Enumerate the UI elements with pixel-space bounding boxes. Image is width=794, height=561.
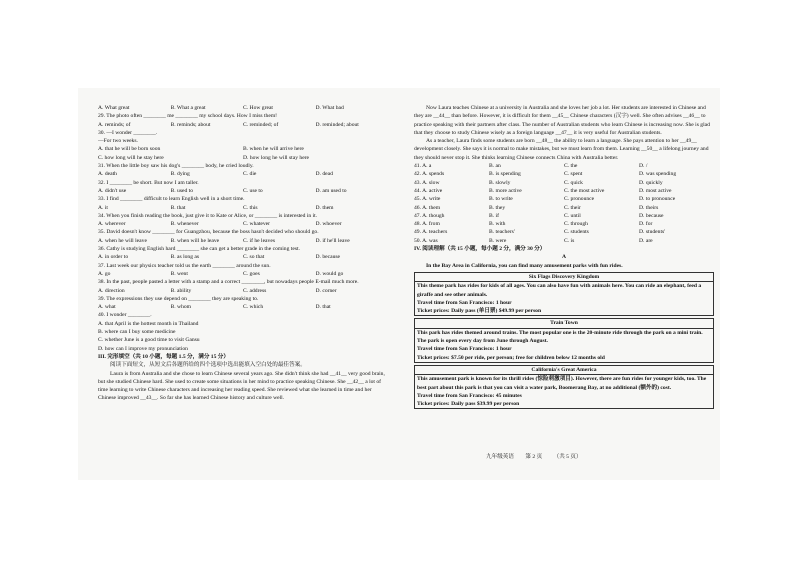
option: C. use to	[243, 187, 263, 194]
option: C. until	[564, 212, 581, 219]
option: C. die	[243, 171, 257, 178]
option: B. whom	[170, 304, 192, 311]
option: D. students'	[639, 229, 666, 236]
q33-options	[98, 204, 388, 212]
option: 47. A. though	[414, 212, 445, 219]
option: A. when he will leave	[98, 237, 147, 244]
q31-options	[98, 170, 388, 178]
option: C. this	[243, 204, 258, 211]
park-details	[415, 375, 713, 408]
option: A. that April is the hottest month in Thailand	[98, 320, 199, 327]
option: A. death	[98, 171, 117, 178]
option: B. went	[170, 270, 188, 277]
q35-options	[98, 237, 388, 245]
section-3-instruction: 阅读下面短文，从短文后各题所给的四个选项中选出能填入空白处的最佳答案。	[110, 362, 306, 369]
park-detail-line: Travel time from San Francisco: 1 hour	[417, 346, 512, 353]
question-37: 37. Last week our physics teacher told us the earth ________ around the sun.	[98, 262, 271, 269]
cloze-option-row	[414, 237, 714, 245]
option: B. ability	[170, 287, 192, 294]
option: C. students	[564, 229, 589, 236]
park-detail-line: Ticket prices: Daily pass (单日票) $49.99 per person	[417, 308, 542, 315]
option: A. reminds; of	[98, 121, 131, 128]
option: D. theirs	[639, 204, 659, 211]
left-column	[98, 104, 388, 403]
option: A. didn't use	[98, 187, 127, 194]
park-detail-line: Travel time from San Francisco: 45 minutes	[417, 392, 522, 399]
page-footer	[486, 452, 592, 460]
park-detail-line: Travel time from San Francisco: 1 hour	[417, 299, 512, 306]
option: B. to write	[489, 196, 513, 203]
option: D. if he'll leave	[315, 237, 350, 244]
option: A. direction	[98, 287, 125, 294]
option: D. reminded; about	[315, 121, 359, 128]
option: C. reminded; of	[243, 121, 279, 128]
park-detail-line: Ticket prices: $7.50 per ride, per person; free for children below 12 months old	[417, 354, 605, 361]
option: B. as long as	[170, 254, 200, 261]
question-36: 36. Cathy is studying English hard ________ she can get a better grade in the coming test.	[98, 246, 300, 253]
option: B. more active	[489, 187, 522, 194]
option: D. because	[315, 254, 341, 261]
option: C. spent	[564, 171, 583, 178]
option: B. were	[489, 237, 507, 244]
park-box	[414, 318, 714, 362]
footer-page: 第 2 页	[525, 454, 543, 460]
option: C. through	[564, 221, 588, 228]
cloze-passage-part-2: As a teacher, Laura finds some students are born __48__ the ability to learn a language. She pays attention to her __49__ development closely. She says it is normal to make mistakes, but we must learn from them. Learning __50__ a lifelong journey and they should never stop it. She thinks learning Chinese connects China with Australia better.	[414, 138, 709, 161]
option: C. which	[243, 304, 264, 311]
option: 50. A. was	[414, 237, 438, 244]
q30-options-1	[98, 145, 388, 153]
option: C. if he leaves	[243, 237, 275, 244]
option: C. whatever	[243, 221, 271, 228]
q38-options	[98, 287, 388, 295]
option: A. What great	[98, 105, 130, 111]
option: C. is	[564, 237, 575, 244]
park-details	[415, 282, 713, 315]
park-title: Train Town	[415, 319, 713, 328]
option: 45. A. write	[414, 196, 441, 203]
q28-options	[98, 104, 388, 112]
park-box	[414, 365, 714, 409]
option: C. quick	[564, 179, 583, 186]
passage-a-intro: In the Bay Area in California, you can find many amusement parks with fun rides.	[426, 262, 623, 269]
option: A. wherever	[98, 221, 126, 228]
option: D. to pronounce	[639, 196, 676, 203]
option: B. with	[489, 221, 506, 228]
option: B. whenever	[170, 221, 199, 228]
option: B. if	[489, 212, 499, 219]
park-detail-line: This amusement park is known for its thrill rides (惊险刺激项目). However, there are fun rides for younger kids, too. The best part about this park is that you can visit a water park, Boomerang Bay, at no additional (额外的) cost.	[417, 376, 707, 391]
option: B. that	[170, 204, 186, 211]
park-box	[414, 272, 714, 316]
option: D. how can I improve my pronunciation	[98, 345, 188, 352]
option: D. most active	[639, 187, 672, 194]
footer-subject: 九年级英语	[486, 454, 514, 460]
park-title: California's Great America	[415, 366, 713, 375]
option: B. What a great	[170, 105, 206, 111]
option: C. the	[564, 163, 578, 170]
park-detail-line: This park has rides themed around trains. The most popular one is the 20-minute ride through the park on a mini train. The park is open every day from June through August.	[417, 329, 703, 345]
question-30: 30. —I wonder ________.	[98, 129, 158, 136]
question-39: 39. The expressions they use depend on ________ they are speaking to.	[98, 295, 259, 302]
cloze-option-row	[414, 220, 714, 228]
option: D. that	[315, 304, 331, 311]
option: D. because	[639, 212, 664, 219]
option: D. would go	[315, 270, 344, 277]
option: B. is spending	[489, 171, 521, 178]
q34-options	[98, 220, 388, 228]
footer-total: （共 5 页）	[553, 454, 582, 460]
option: D. how long he will stay here	[243, 154, 310, 161]
cloze-passage: Laura is from Australia and she chose to learn Chinese several years ago. She didn't think she had __41__ very good brain, but she studied Chinese hard. She used to create some situations in her mind to practice speaking Chinese. She __42__ a lot of time learning to write Chinese characters and increasing her reading speed. She reviewed what she learned in time and her Chinese improved __43__. So far she has learned Chinese history and culture well.	[98, 370, 385, 402]
option: 42. A. spends	[414, 171, 445, 178]
option: A. it	[98, 204, 108, 211]
cloze-option-row	[414, 228, 714, 236]
option: B. teachers'	[489, 229, 515, 236]
option: 46. A. them	[414, 204, 441, 211]
option: 49. A. teachers	[414, 229, 448, 236]
passage-a-label: A	[561, 254, 567, 261]
question-35: 35. David doesn't know ________ for Guangzhou, because the boss hasn't decided who should go.	[98, 229, 319, 236]
option: C. so that	[243, 254, 265, 261]
option: D. am used to	[315, 187, 347, 194]
option: D. was spending	[639, 171, 677, 178]
option: C. their	[564, 204, 581, 211]
option: D. quickly	[639, 179, 663, 186]
option: B. slowly	[489, 179, 511, 186]
option: 43. A. slow	[414, 179, 440, 186]
option: B. used to	[170, 187, 194, 194]
section-4-heading: IV. 阅读理解（共 15 小题，每小题 2 分，满分 30 分）	[414, 246, 546, 253]
option: C. whether June is a good time to visit Gansu	[98, 337, 200, 344]
option: A. go	[98, 270, 111, 277]
option: B. when will he leave	[170, 237, 220, 244]
cloze-options	[414, 162, 714, 245]
q36-options	[98, 253, 388, 261]
q32-options	[98, 187, 388, 195]
park-detail-line: Ticket prices: Daily pass $39.99 per person	[417, 401, 520, 408]
cloze-option-row	[414, 212, 714, 220]
option: B. reminds; about	[170, 121, 211, 128]
option: C. pronounce	[564, 196, 595, 203]
cloze-option-row	[414, 170, 714, 178]
option: B. they	[489, 204, 506, 211]
q29-options	[98, 121, 388, 129]
exam-page	[78, 88, 720, 480]
cloze-option-row	[414, 179, 714, 187]
option: A. in order to	[98, 254, 129, 261]
right-column	[414, 104, 714, 409]
question-30-reply: —For two weeks.	[98, 138, 138, 145]
park-details	[415, 329, 713, 362]
option: 41. A. a	[414, 163, 432, 170]
option: B. when he will arrive here	[243, 146, 304, 153]
option: 44. A. active	[414, 187, 443, 194]
option: D. are	[639, 237, 653, 244]
question-40: 40. I wonder ________.	[98, 312, 152, 319]
option: D. whoever	[315, 221, 342, 228]
q39-options	[98, 303, 388, 311]
option: C. How great	[243, 105, 273, 111]
option: 48. A. from	[414, 221, 440, 228]
park-title: Six Flags Discovery Kingdom	[415, 273, 713, 282]
cloze-passage-continued: Now Laura teaches Chinese at a university in Australia and she loves her job a lot. Her students are interested in Chinese and they are __44__ than before. However, it is difficult for them __45__ Chinese characters (汉字) well. She often advises __46__ to practice speaking with their partners after class. The number of Australian students who learn Chinese is increasing now. She is glad that they choose to study Chinese wisely as a foreign language __47__ it is very useful for Australian students.	[414, 105, 710, 136]
option: C. the most active	[564, 187, 605, 194]
option: C. goes	[243, 270, 260, 277]
cloze-option-row	[414, 204, 714, 212]
cloze-option-row	[414, 162, 714, 170]
option: D. /	[639, 163, 648, 170]
question-32: 32. I ________ be short. But now I am taller.	[98, 179, 199, 186]
option: D. for	[639, 221, 653, 228]
option: C. how long will he stay here	[98, 154, 164, 161]
q37-options	[98, 270, 388, 278]
option: B. dying	[170, 171, 190, 178]
option: D. dead	[315, 171, 333, 178]
question-34: 34. When you finish reading the book, just give it to Kate or Alice, or ________ is interested in it.	[98, 212, 318, 219]
option: B. where can I buy some medicine	[98, 329, 176, 336]
question-31: 31. When the little boy saw his dog's ________ body, he cried loudly.	[98, 163, 254, 170]
option: D. them	[315, 204, 334, 211]
option: B. an	[489, 163, 501, 170]
question-29: 29. The photo often ________ me ________ my school days. How I miss them!	[98, 113, 278, 120]
option: A. what	[98, 304, 116, 311]
park-list	[414, 272, 714, 409]
question-33: 33. I find ________ difficult to learn English well in a short time.	[98, 196, 245, 203]
cloze-option-row	[414, 195, 714, 203]
question-38: 38. In the past, people pasted a letter with a stamp and a correct ________, but nowadays people E-mail much more.	[98, 279, 359, 286]
q30-options-2	[98, 154, 388, 162]
cloze-option-row	[414, 187, 714, 195]
section-3-heading: III. 完形填空（共 10 小题，每题 1.5 分，满分 15 分）	[98, 353, 229, 360]
option: A. that he will be born soon	[98, 146, 161, 153]
option: C. address	[243, 287, 267, 294]
option: D. corner	[315, 287, 337, 294]
park-detail-line: This theme park has rides for kids of all ages. You can also have fun with animals here. You can ride an elephant, feed a giraffe and see other animals.	[417, 283, 702, 298]
option: D. What bad	[315, 105, 344, 111]
